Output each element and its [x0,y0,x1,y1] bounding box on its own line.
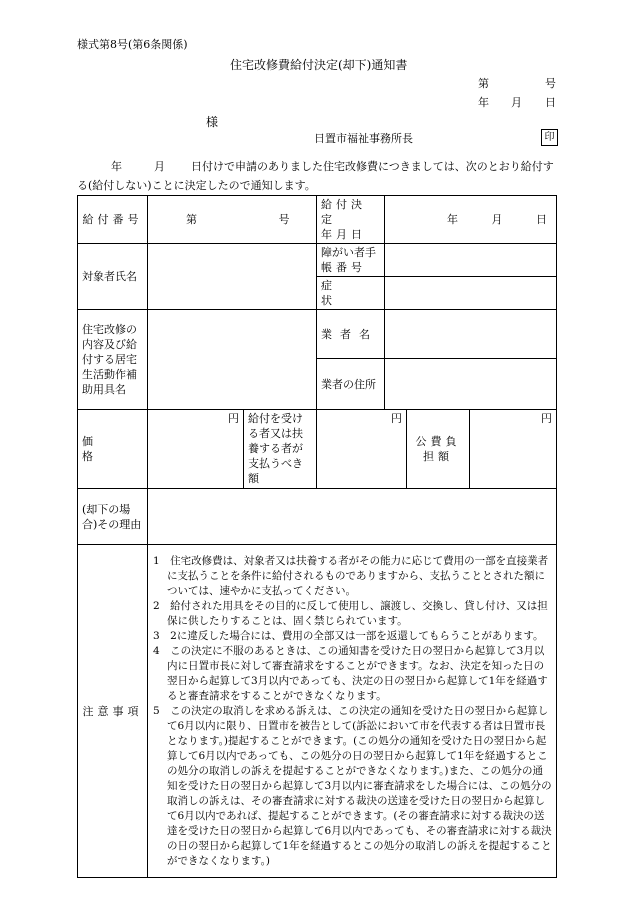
field-gyosha-name [385,310,557,359]
date-hi: 日 [545,96,556,109]
label-chui: 注意事項 [78,545,148,878]
kyufu-dai: 第 [186,213,197,226]
field-gyosha-addr [385,359,557,410]
field-shogai-techo [385,244,557,277]
number-dai: 第 [478,77,489,90]
field-kyufu-bango [148,196,317,244]
number-go: 号 [545,77,556,90]
field-kohi: 円 [470,410,557,489]
recipient-sama: 様 [206,115,219,129]
form-id: 様式第8号(第6条関係) [77,38,188,51]
note-item: 1 住宅改修費は、対象者又は扶養する者がその能力に応じて費用の一部を直接業者に支払うことを条件に給付されるものでありますから、支払うこととされた額については、速やかに支払ってください。 [153,554,549,597]
notes-list [148,545,557,878]
label-shogai-techo: 障がい者手 帳番号 [317,244,385,277]
issuer-name: 日置市福祉事務所長 [314,132,413,145]
label-shojo: 症状 [317,277,385,310]
notice-table [77,195,557,878]
label-gyosha-addr: 業者の住所 [317,359,385,410]
label-kohi: 公費負担額 [407,410,470,489]
intro-tsuki: 月 [154,160,165,173]
label-taishosha: 対象者氏名 [78,244,148,310]
label-kettei-date: 給付決定 年月日 [317,196,385,244]
note-item: 2 給付された用具をその目的に反して使用し、譲渡し、交換し、貸し付け、又は担保に供したりすることは、固く禁じられています。 [153,599,548,627]
note-item: 4 この決定に不服のあるときは、この通知書を受けた日の翌日から起算して3月以内に日置市長に対して審査請求をすることができます。なお、決定を知った日の翌日から起算して3月以内であっても、決定の日の翌日から起算して1年を経過すると審査請求をすることができなくなります。 [153,644,548,702]
intro-nen: 年 [111,160,122,173]
date-tsuki: 月 [511,96,522,109]
label-kyakka: (却下の場合)その理由 [78,489,148,545]
field-kettei-date: 年 月 日 [385,196,557,244]
note-item: 5 この決定の取消しを求める訴えは、この決定の通知を受けた日の翌日から起算して6月以内に限り、日置市を被告として(訴訟において市を代表する者は日置市長となります。)提起することができます。(この処分の通知を受けた日の翌日から起算して6月以内であっても、この処分の日の翌日から起算して1年を経過するとこの処分の取消しの訴えを提起することができなくなります。)また、この処分の通知を受けた日の翌日から起算して3月以内に審査請求をした場合には、この処分の取消しの訴えは、その審査請求に対する裁決の送達を受けた日の翌日から起算して6月以内であれば、提起することができます。(その審査請求に対する裁決の送達を受けた日の翌日から起算して6月以内であっても、その審査請求に対する裁決の日の翌日から起算して1年を経過するとこの処分の取消しの訴えを提起することができなくなります。) [153,704,552,867]
kyufu-go: 号 [278,213,290,226]
label-kakaku: 価格 [78,410,148,489]
label-gyosha-name: 業者名 [317,310,385,359]
label-kyufu-bango: 給付番号 [78,196,148,244]
field-kakaku: 円 [148,410,244,489]
intro-body: 日付けで申請のありました住宅改修費につきましては、次のとおり給付する(給付しない)ことに決定したので通知します。 [77,160,554,192]
intro-paragraph [77,157,559,195]
document-title: 住宅改修費給付決定(却下)通知書 [230,58,408,72]
seal-mark: 印 [541,129,558,146]
field-kyakka [148,489,557,545]
field-shojo [385,277,557,310]
field-shiharai: 円 [317,410,407,489]
label-shiharai: 給付を受ける者又は扶養する者が支払うべき額 [244,410,317,489]
note-item: 3 2に違反した場合には、費用の全部又は一部を返還してもらうことがあります。 [153,629,544,642]
field-naiyo [148,310,317,410]
date-nen: 年 [478,96,489,109]
label-naiyo: 住宅改修の内容及び給付する居宅生活動作補助用具名 [78,310,148,410]
field-taishosha [148,244,317,310]
